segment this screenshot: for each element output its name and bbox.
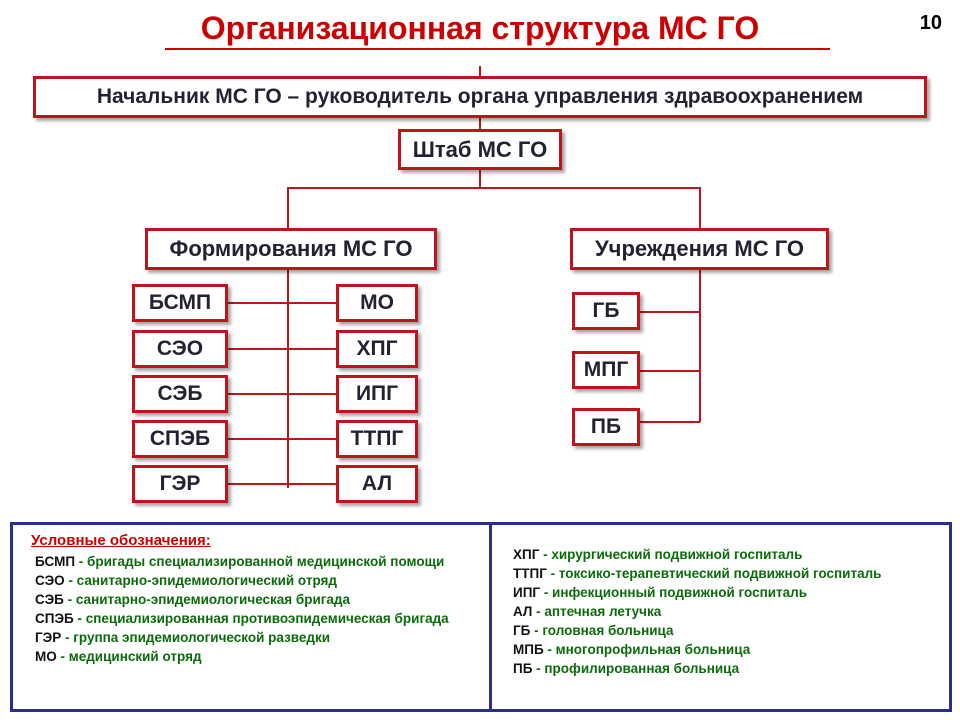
legend-desc: - инфекционный подвижной госпиталь (540, 585, 808, 600)
institution-link-2 (640, 370, 700, 372)
legend-desc: - медицинский отряд (56, 649, 202, 664)
legend-desc: - санитарно-эпидемиологическая бригада (63, 592, 351, 607)
formation-ger: ГЭР (132, 465, 228, 503)
page-number: 10 (919, 12, 942, 34)
legend-desc: - аптечная летучка (532, 604, 662, 619)
formation-ttpg: ТТПГ (336, 420, 418, 458)
formation-link-3 (228, 393, 336, 395)
legend-abbr: ТТПГ (513, 566, 547, 581)
formation-mo: МО (336, 284, 418, 322)
legend-desc: - профилированная больница (532, 661, 740, 676)
formation-seb: СЭБ (132, 375, 228, 413)
formations-trunk (287, 268, 289, 488)
legend-title: Условные обозначения: (31, 532, 211, 549)
legend-entry (499, 659, 947, 678)
legend-entry (499, 640, 947, 659)
institution-link-3 (640, 421, 700, 423)
legend-left-column (21, 531, 481, 666)
formation-speb: СПЭБ (132, 420, 228, 458)
staff-box: Штаб МС ГО (398, 129, 562, 170)
legend-entry (21, 647, 481, 666)
legend-entry (499, 583, 947, 602)
legend-entry (21, 609, 481, 628)
legend-abbr: СПЭБ (35, 611, 74, 626)
page-title: Организационная структура МС ГО (200, 10, 760, 46)
legend-abbr: ИПГ (513, 585, 541, 600)
legend-entry (21, 590, 481, 609)
head-box: Начальник МС ГО – руководитель органа управления здравоохранением (33, 76, 927, 118)
legend-desc: - головная больница (530, 623, 674, 638)
formation-link-2 (228, 348, 336, 350)
institutions-trunk (699, 268, 701, 422)
legend-entry (21, 628, 481, 647)
legend-entry (499, 602, 947, 621)
legend-entry (499, 545, 947, 564)
legend-abbr: СЭБ (35, 592, 64, 607)
legend-desc: - санитарно-эпидемиологический отряд (64, 573, 337, 588)
legend-abbr: ПБ (513, 661, 533, 676)
legend-panel (10, 522, 952, 712)
institution-pb: ПБ (572, 408, 640, 446)
legend-abbr: БСМП (35, 554, 76, 569)
legend-desc: - группа эпидемиологической разведки (61, 630, 331, 645)
title-underline (165, 48, 830, 50)
legend-desc: - хирургический подвижной госпиталь (539, 547, 803, 562)
legend-abbr: ХПГ (513, 547, 540, 562)
formation-al: АЛ (336, 465, 418, 503)
institution-gb: ГБ (572, 292, 640, 330)
legend-abbr: МПБ (513, 642, 544, 657)
connector-branch-horizontal (287, 187, 700, 189)
formation-seo: СЭО (132, 330, 228, 368)
legend-entry (21, 571, 481, 590)
legend-entry (499, 621, 947, 640)
legend-right-column (499, 545, 947, 678)
legend-abbr: СЭО (35, 573, 65, 588)
legend-divider (489, 525, 492, 709)
formation-hpg: ХПГ (336, 330, 418, 368)
formation-bsmp: БСМП (132, 284, 228, 322)
institution-mpg: МПГ (572, 351, 640, 389)
legend-abbr: АЛ (513, 604, 533, 619)
formation-link-1 (228, 302, 336, 304)
institution-link-1 (640, 311, 700, 313)
formation-ipg: ИПГ (336, 375, 418, 413)
formation-link-4 (228, 438, 336, 440)
connector-head-staff (479, 116, 481, 130)
formations-box: Формирования МС ГО (145, 228, 437, 270)
legend-desc: - специализированная противоэпидемическая бригада (73, 611, 449, 626)
legend-desc: - бригады специализированной медицинской помощи (75, 554, 445, 569)
legend-desc: - многопрофильная больница (543, 642, 751, 657)
connector-staff-down (479, 168, 481, 188)
connector-to-formations (287, 187, 289, 229)
legend-entry (21, 552, 481, 571)
institutions-box: Учреждения МС ГО (570, 228, 829, 270)
legend-abbr: ГБ (513, 623, 531, 638)
legend-abbr: МО (35, 649, 57, 664)
legend-entry (499, 564, 947, 583)
legend-desc: - токсико-терапевтический подвижной госпиталь (546, 566, 882, 581)
legend-abbr: ГЭР (35, 630, 62, 645)
formation-link-5 (228, 483, 336, 485)
connector-to-institutions (699, 187, 701, 229)
